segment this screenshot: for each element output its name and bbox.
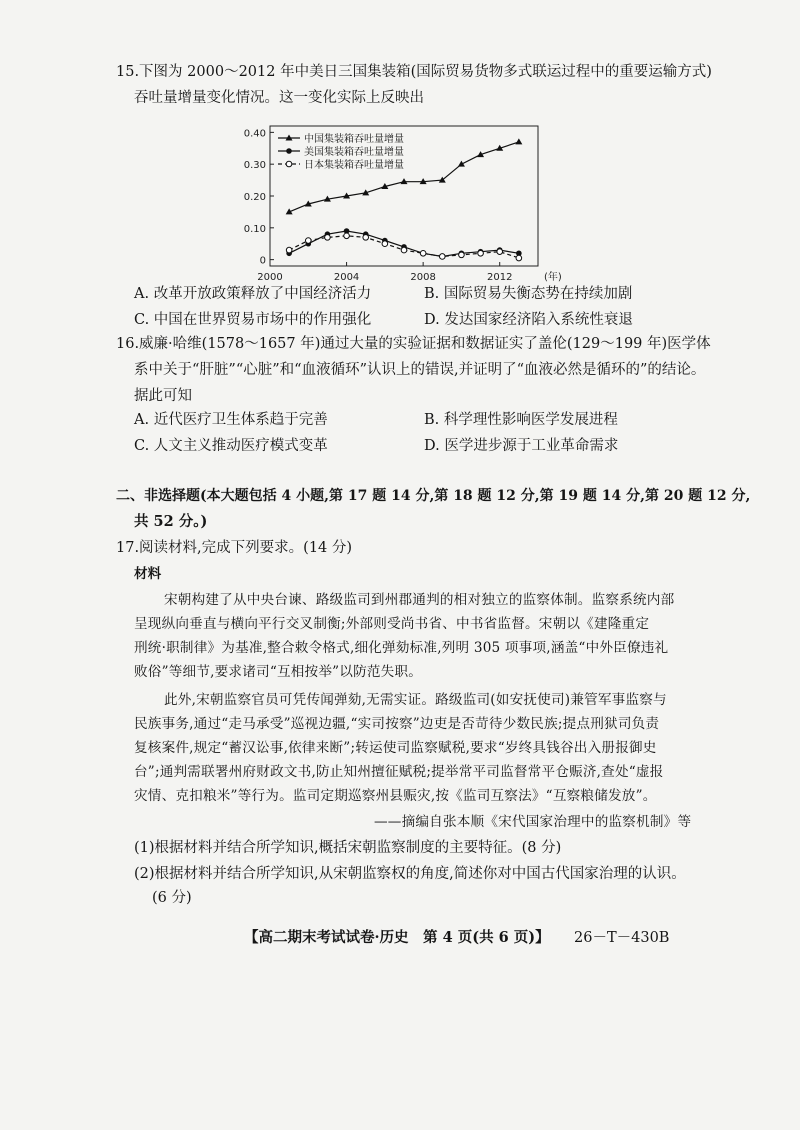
- legend-marker: [286, 161, 292, 167]
- data-point: [478, 250, 484, 256]
- data-point: [420, 250, 426, 256]
- data-point: [516, 255, 522, 261]
- q15-stem-line1: 15.下图为 2000～2012 年中美日三国集装箱(国际贸易货物多式联运过程中的重要运输方式): [116, 64, 712, 80]
- data-point: [286, 247, 292, 253]
- x-tick-label: 2000: [257, 272, 283, 283]
- exam-code: 26－T－430B: [574, 930, 670, 946]
- legend-marker: [286, 148, 292, 154]
- data-point: [325, 235, 331, 241]
- q16-option-b[interactable]: B. 科学理性影响医学发展进程: [424, 412, 618, 428]
- q17-intro: 17.阅读材料,完成下列要求。(14 分): [116, 540, 353, 556]
- material-para1-line1: 宋朝构建了从中央台谏、路级监司到州郡通判的相对独立的监察体制。监察系统内部: [164, 592, 675, 608]
- data-point: [439, 254, 445, 260]
- page-footer: 【高二期末考试试卷·历史 第 4 页(共 6 页)】: [244, 929, 550, 946]
- data-point: [344, 233, 350, 239]
- data-point: [497, 249, 503, 255]
- material-para2-line4: 台”;通判需联署州府财政文书,防止知州擅征赋税;提举常平司监督常平仓赈济,查处“虚报: [134, 764, 664, 780]
- y-tick-label: 0.40: [243, 128, 266, 140]
- section2-title-line2: 共 52 分。): [134, 513, 208, 530]
- data-point: [459, 252, 465, 258]
- material-para1-line2: 呈现纵向垂直与横向平行交叉制衡;外部则受尚书省、中书省监督。宋朝以《建隆重定: [134, 616, 650, 632]
- material-para1-line3: 刑统·职制律》为基准,整合敕令格式,细化弹劾标准,列明 305 项事项,涵盖“中外臣僚违礼: [134, 640, 669, 656]
- data-point: [363, 235, 369, 241]
- q16-stem-line3: 据此可知: [134, 388, 192, 404]
- q17-sub2-line2: (6 分): [152, 890, 192, 906]
- x-tick-label: 2008: [410, 272, 436, 283]
- q16-stem-line2: 系中关于“肝脏”“心脏”和“血液循环”认识上的错误,并证明了“血液必然是循环的”的结论。: [134, 362, 706, 378]
- x-unit-label: (年): [544, 272, 562, 283]
- material-para2-line3: 复核案件,规定“蓄汉讼事,依律来断”;转运使司监察赋税,要求“岁终具钱谷出入册报御史: [134, 740, 657, 756]
- container-throughput-chart: [228, 118, 568, 288]
- data-point: [401, 247, 407, 253]
- q15-option-d[interactable]: D. 发达国家经济陷入系统性衰退: [424, 312, 633, 328]
- q16-option-c[interactable]: C. 人文主义推动医疗模式变革: [134, 438, 328, 454]
- q16-option-d[interactable]: D. 医学进步源于工业革命需求: [424, 438, 619, 454]
- q15-option-c[interactable]: C. 中国在世界贸易市场中的作用强化: [134, 312, 372, 328]
- material-para2-line2: 民族事务,通过“走马承受”巡视边疆,“实司按察”边吏是否苛待少数民族;提点刑狱司负责: [134, 716, 660, 732]
- legend-label-1: 中国集装箱吞吐量增量: [304, 134, 404, 145]
- legend-label-3: 日本集装箱吞吐量增量: [304, 160, 404, 171]
- data-point: [305, 238, 311, 244]
- data-point: [458, 161, 465, 167]
- material-para1-line4: 败俗”等细节,要求诸司“互相按举”以防范失职。: [134, 664, 423, 680]
- y-tick-label: 0: [259, 255, 266, 267]
- q17-sub2-line1: (2)根据材料并结合所学知识,从宋朝监察权的角度,简述你对中国古代国家治理的认识。: [134, 866, 686, 882]
- q16-stem-line1: 16.威廉·哈维(1578～1657 年)通过大量的实验证据和数据证实了盖伦(129～199 年)医学体: [116, 336, 711, 352]
- x-tick-label: 2012: [486, 272, 513, 283]
- x-tick-label: 2004: [333, 272, 360, 283]
- data-point: [382, 241, 388, 247]
- q17-material-label: 材料: [134, 566, 162, 582]
- data-point: [515, 138, 522, 144]
- q17-sub1: (1)根据材料并结合所学知识,概括宋朝监察制度的主要特征。(8 分): [134, 840, 562, 856]
- material-source: ——摘编自张本顺《宋代国家治理中的监察机制》等: [374, 814, 692, 830]
- material-para2-line5: 灾情、克扣粮米”等行为。监司定期巡察州县赈灾,按《监司互察法》“互察粮储发放”。: [134, 788, 657, 804]
- material-para2-line1: 此外,宋朝监察官员可凭传闻弹劾,无需实证。路级监司(如安抚使司)兼管军事监察与: [164, 692, 667, 708]
- q15-stem-line2: 吞吐量增量变化情况。这一变化实际上反映出: [134, 90, 424, 106]
- section2-title-line1: 二、非选择题(本大题包括 4 小题,第 17 题 14 分,第 18 题 12 分,第 19 题 14 分,第 20 题 12 分,: [116, 488, 751, 504]
- q16-option-a[interactable]: A. 近代医疗卫生体系趋于完善: [134, 412, 328, 428]
- q15-option-a[interactable]: A. 改革开放政策释放了中国经济活力: [134, 286, 372, 302]
- q15-option-b[interactable]: B. 国际贸易失衡态势在持续加剧: [424, 286, 633, 302]
- y-tick-label: 0.30: [243, 160, 266, 172]
- y-tick-label: 0.20: [243, 192, 266, 203]
- legend-label-2: 美国集装箱吞吐量增量: [304, 147, 404, 158]
- y-tick-label: 0.10: [243, 223, 266, 235]
